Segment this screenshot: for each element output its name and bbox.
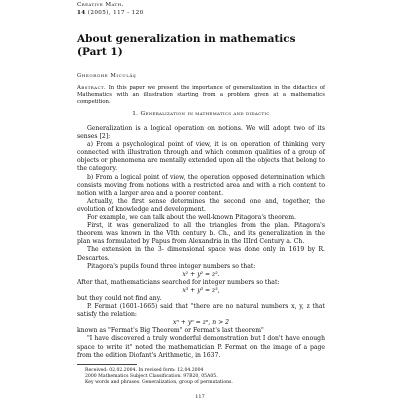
equation: x³ + y³ = z³, <box>182 286 220 294</box>
journal-header <box>77 2 144 17</box>
paragraph: a) From a psychological point of view, it is on operation of thinking very connected with illustration through and which common qualities of a group of objects or phenomena are mentally extended upon all the objects that belong to the category. <box>77 141 325 173</box>
paragraph: b) From a logical point of view, the operation opposed determination which consists moving from notions with a restricted area and with a rich content to notion with a larger area and a poorer content. <box>77 173 325 197</box>
journal-volume: 14 <box>77 9 86 16</box>
paragraph: The extension in the 3- dimensional space was done only in 1619 by R. Descartes. <box>77 246 325 262</box>
paper-title <box>77 33 296 58</box>
equation: x² + y² = z². <box>182 270 220 278</box>
paragraph: Actually, the first sense determines the second one and, together, the evolution of knowledge and development. <box>77 197 325 213</box>
footnote-msc: 2000 Mathematics Subject Classification. 97B20, 05A05. <box>85 374 218 380</box>
paragraph: After that, mathematicians searched for integer numbers so that: <box>77 278 280 286</box>
paragraph: P. Fermat (1601-1665) said that "there are no natural numbers x, y, z that satisfy the relation: <box>77 303 325 319</box>
abstract-text: In this paper we present the importance of generalization in the didactics of Mathematics with an illustration starting from a problem given at a mathematics competition. <box>77 85 325 105</box>
title-line-2: (Part 1) <box>77 45 123 58</box>
page-number: 117 <box>195 394 205 400</box>
paragraph: but they could not find any. <box>77 294 162 302</box>
footnote-received: Received: 02.02.2004. In revised form: 12.04.2004 <box>85 368 204 373</box>
equation: xⁿ + yⁿ = zⁿ, n > 2 <box>172 319 230 327</box>
footnote-keywords: Key words and phrases. Generalization, group of permutations. <box>85 380 233 386</box>
paragraph: known as "Fermat's Big Theorem" or Fermat's last theorem" <box>77 327 264 335</box>
paragraph: For example, we can talk about the well-known Pitagora's theorem. <box>87 214 296 222</box>
footnote-rule <box>77 364 137 365</box>
journal-year-pages: (2005), 117 - 120 <box>87 9 144 16</box>
abstract-label: Abstract. <box>77 85 107 91</box>
footnotes <box>77 368 327 387</box>
journal-volume-line <box>77 10 144 18</box>
paragraph: Generalization is a logical operation on notions. We will adopt two of its senses [2]: <box>77 125 325 141</box>
paragraph: Pitagora's pupils found three integer numbers so that: <box>87 262 256 270</box>
section-heading: 1. Generalization in mathematics and didactic <box>132 111 270 117</box>
abstract <box>77 85 325 106</box>
paragraph: First, it was generalized to all the triangles from the plan. Pitagora's theorem was known in the VIth century b. Ch., and its generalization in the plan was formulated by Papus from Alexandria in the IIIrd Century a. Ch. <box>77 222 325 246</box>
title-line-1: About generalization in mathematics <box>77 33 296 45</box>
author-name: Gheorghe Miculăş <box>77 73 137 79</box>
body-text <box>77 125 325 360</box>
paragraph: "I have discovered a truly wonderful demonstration but I don't have enough space to write it" noted the mathematician P. Fermat on the image of a page from the edition Diofant's Arithmetic, in 1637. <box>77 335 325 359</box>
journal-name: Creative Math. <box>77 2 124 8</box>
